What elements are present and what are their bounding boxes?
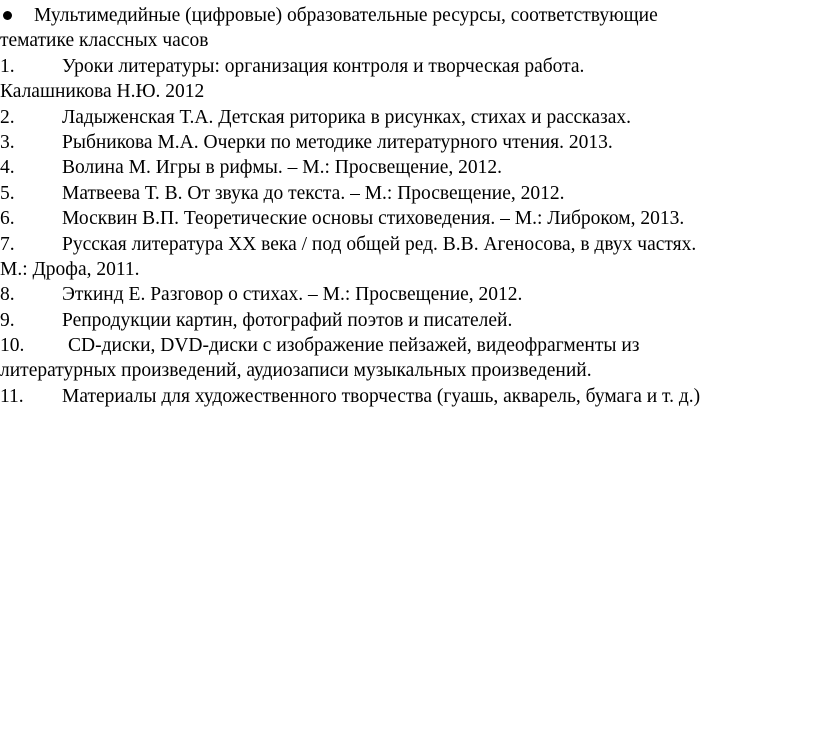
list-item-text-continuation: М.: Дрофа, 2011. [0, 258, 140, 280]
list-item-text: Материалы для художественного творчества (гуашь, акварель, бумага и т. д.) [62, 385, 701, 407]
list-item-continuation [0, 358, 814, 383]
list-item-number: 11. [0, 385, 24, 407]
list-item [0, 54, 814, 79]
list-item-number: 8. [0, 284, 15, 306]
list-item-number: 5. [0, 182, 15, 204]
list-item [0, 384, 814, 409]
list-item-number: 10. [0, 335, 25, 357]
list-item-text: Русская литература XX века / под общей ред. В.В. Агеносова, в двух частях. [62, 233, 697, 255]
list-item-text-continuation: Калашникова Н.Ю. 2012 [0, 81, 205, 103]
bullet-line [0, 3, 814, 28]
list-item-text: Рыбникова М.А. Очерки по методике литературного чтения. 2013. [62, 131, 613, 153]
list-item-number: 6. [0, 208, 15, 230]
list-item-text: Матвеева Т. В. От звука до текста. – М.: Просвещение, 2012. [62, 182, 565, 204]
list-item-text: Ладыженская Т.А. Детская риторика в рисунках, стихах и рассказах. [62, 106, 632, 128]
list-item [0, 308, 814, 333]
list-item-number: 4. [0, 157, 15, 179]
document-body [0, 3, 814, 409]
list-item-text: Эткинд Е. Разговор о стихах. – М.: Просвещение, 2012. [62, 284, 523, 306]
bullet-continuation [0, 28, 814, 53]
list-item-text: Волина М. Игры в рифмы. – М.: Просвещение, 2012. [62, 157, 503, 179]
list-item-number: 2. [0, 106, 15, 128]
list-item-number: 3. [0, 131, 15, 153]
bullet-text-continuation: тематике классных часов [0, 30, 209, 52]
list-item [0, 333, 814, 358]
list-item-continuation [0, 79, 814, 104]
list-item-continuation [0, 257, 814, 282]
list-item [0, 155, 814, 180]
list-item [0, 181, 814, 206]
list-item [0, 206, 814, 231]
list-item [0, 130, 814, 155]
list-item-text: Репродукции картин, фотографий поэтов и писателей. [62, 309, 513, 331]
list-item-text: CD-диски, DVD-диски с изображение пейзажей, видеофрагменты из [68, 335, 640, 357]
list-item-number: 1. [0, 55, 15, 77]
list-item [0, 282, 814, 307]
list-item [0, 105, 814, 130]
list-item-text-continuation: литературных произведений, аудиозаписи музыкальных произведений. [0, 360, 592, 382]
list-item [0, 232, 814, 257]
list-item-number: 9. [0, 309, 15, 331]
bullet-text: Мультимедийные (цифровые) образовательные ресурсы, соответствующие [34, 5, 658, 26]
list-item-number: 7. [0, 233, 15, 255]
list-item-text: Уроки литературы: организация контроля и творческая работа. [62, 55, 585, 77]
list-item-text: Москвин В.П. Теоретические основы стиховедения. – М.: Либроком, 2013. [62, 208, 685, 230]
bullet-dot-icon [3, 11, 12, 20]
